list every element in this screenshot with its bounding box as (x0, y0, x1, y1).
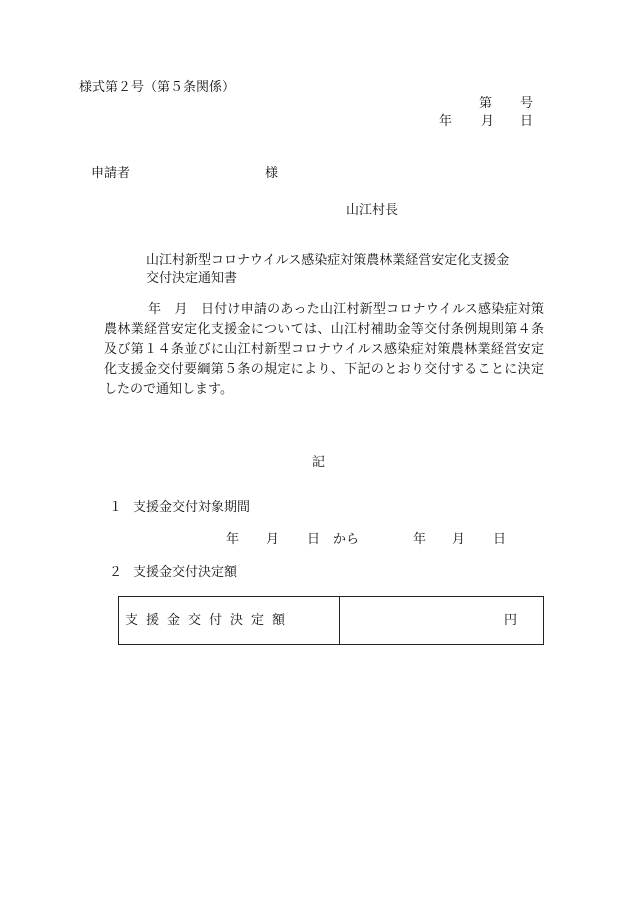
item-1-label: 支援金交付対象期間 (133, 500, 251, 515)
period-end-year: 年 (413, 532, 427, 547)
doc-number-go: 号 (520, 96, 534, 111)
title-line-2: 交付決定通知書 (146, 271, 238, 286)
item-2-label: 支援金交付決定額 (133, 565, 238, 580)
ki-heading: 記 (312, 455, 326, 470)
body-paragraph: 年 月 日付け申請のあった山江村新型コロナウイルス感染症対策農林業経営安定化支援金については、山江村補助金等交付条例規則第４条及び第１４条並びに山江村新型コロナウイルス感染症対策農林業経営安定化支援金交付要綱第５条の規定により、下記のとおり交付することに決定したので通知します。 (104, 302, 544, 397)
period-end-day: 日 (493, 532, 507, 547)
period-end-month: 月 (452, 532, 466, 547)
doc-number-dai: 第 (479, 96, 493, 111)
item-1-number: １ (109, 500, 123, 515)
applicant-label: 申請者 (91, 166, 131, 181)
doc-date-year: 年 (439, 114, 453, 129)
grant-amount-table (118, 596, 544, 645)
title-line-1: 山江村新型コロナウイルス感染症対策農林業経営安定化支援金 (146, 253, 510, 268)
form-number: 様式第２号（第５条関係） (79, 80, 236, 95)
period-kara: から (333, 532, 360, 547)
issuer-name: 山江村長 (346, 203, 399, 218)
period-start-month: 月 (266, 532, 280, 547)
doc-date-day: 日 (520, 114, 534, 129)
grant-amount-label: 支援金交付決定額 (125, 613, 294, 628)
period-start-year: 年 (226, 532, 240, 547)
period-start-day: 日 (307, 532, 321, 547)
grant-amount-unit: 円 (503, 613, 517, 628)
table-divider (339, 597, 340, 644)
item-2-number: ２ (109, 565, 123, 580)
doc-date-month: 月 (481, 114, 495, 129)
applicant-sama: 様 (265, 166, 279, 181)
